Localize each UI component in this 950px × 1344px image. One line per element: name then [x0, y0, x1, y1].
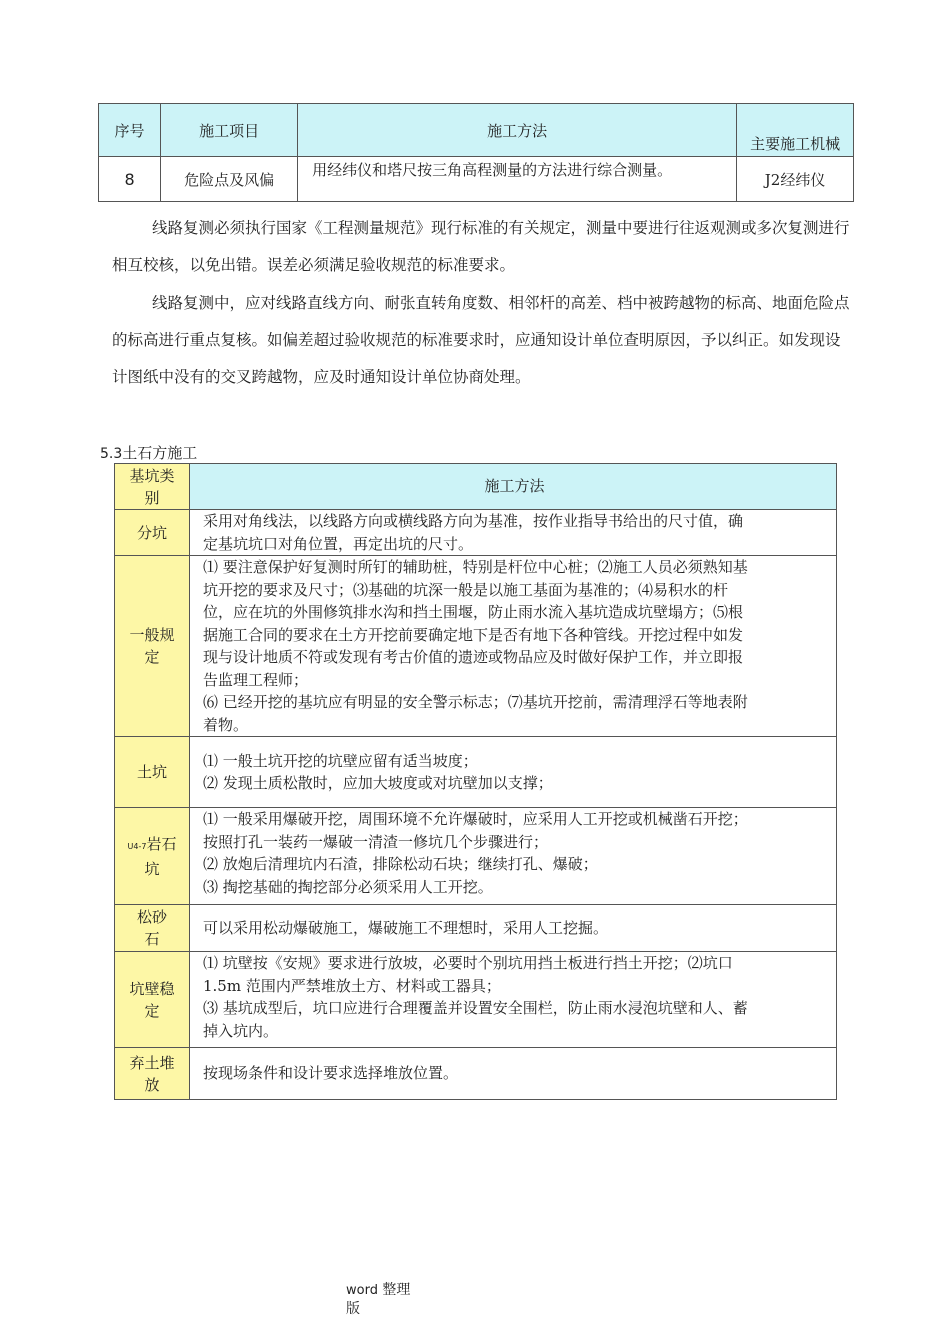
earthwork-table	[114, 463, 837, 1100]
row-method: 可以采用松动爆破施工，爆破施工不理想时，采用人工挖掘。	[190, 905, 837, 952]
table-row	[115, 952, 837, 1048]
table-row	[115, 510, 837, 556]
row-method: ⑴ 一般土坑开挖的坑壁应留有适当坡度； ⑵ 发现土质松散时，应加大坡度或对坑壁加以支撑；	[190, 737, 837, 808]
table-row	[115, 1048, 837, 1100]
row-label: 松砂 石	[115, 905, 190, 952]
row-label: 坑壁稳 定	[115, 952, 190, 1048]
table-row	[115, 808, 837, 905]
survey-table-header	[99, 104, 854, 157]
section-heading	[100, 442, 197, 463]
footer-text: 整理	[382, 1282, 411, 1298]
earthwork-table-header	[115, 464, 837, 510]
row-label: 一般规 定	[115, 556, 190, 737]
row-method: ⑴ 一般采用爆破开挖，周围环境不允许爆破时，应采用人工开挖或机械凿石开挖； 按照打孔一装药一爆破一清渣一修坑几个步骤进行； ⑵ 放炮后清理坑内石渣，排除松动石块；继续打孔、爆破； ⑶ 掏挖基础的掏挖部分必须采用人工开挖。	[190, 808, 837, 905]
row-label: 分坑	[115, 510, 190, 556]
row-method: ⑴ 要注意保护好复测时所钉的辅助桩，特别是杆位中心桩；⑵施工人员必须熟知基 坑开挖的要求及尺寸；⑶基础的坑深一般是以施工基面为基准的；⑷易积水的杆 位，应在坑的外围修筑排水沟和挡土围堰，防止雨水流入基坑造成坑壁塌方；⑸根 据施工合同的要求在土方开挖前要确定地下是否有地下各种管线。开挖过程中如发 现与设计地质不符或发现有考古价值的遗迹或物品应及时做好保护工作，并立即报 告监理工程师； ⑹ 已经开挖的基坑应有明显的安全警示标志；⑺基坑开挖前，需清理浮石等地表附 着物。	[190, 556, 837, 737]
paragraph-survey-check: 线路复测中，应对线路直线方向、耐张直转角度数、相邻杆的高差、档中被跨越物的标高、地面危险点的标高进行重点复核。如偏差超过验收规范的标准要求时，应通知设计单位查明原因，予以纠正。如发现设计图纸中没有的交叉跨越物，应及时通知设计单位协商处理。	[112, 294, 850, 386]
table-row	[115, 737, 837, 808]
row-method: 采用对角线法，以线路方向或横线路方向为基准，按作业指导书给出的尺寸值，确 定基坑坑口对角位置，再定出坑的尺寸。	[190, 510, 837, 556]
header-serial: 序号	[99, 104, 161, 157]
table-row	[115, 905, 837, 952]
header-method: 施工方法	[190, 464, 837, 510]
header-pit-type: 基坑类 别	[115, 464, 190, 510]
row-label: 弃土堆 放	[115, 1048, 190, 1100]
page-footer	[346, 1281, 410, 1319]
row-label: 土坑	[115, 737, 190, 808]
survey-method-table	[98, 103, 854, 202]
row-method: 用经纬仪和塔尺按三角高程测量的方法进行综合测量。	[298, 157, 737, 202]
footer-edition: 版	[346, 1301, 360, 1317]
footer-word: word	[346, 1283, 378, 1298]
paragraph-survey-standard: 线路复测必须执行国家《工程测量规范》现行标准的有关规定，测量中要进行往返观测或多次复测进行相互校核，以免出错。误差必须满足验收规范的标准要求。	[112, 219, 850, 274]
row-item: 危险点及风偏	[161, 157, 298, 202]
row-method: 按现场条件和设计要求选择堆放位置。	[190, 1048, 837, 1100]
table-row	[99, 157, 854, 202]
section-title: 土石方施工	[122, 444, 198, 462]
header-item: 施工项目	[161, 104, 298, 157]
section-number: 5.3	[100, 446, 123, 462]
row-method: ⑴ 坑壁按《安规》要求进行放坡，必要时个别坑用挡土板进行挡土开挖；⑵坑口 1.5m 范围内严禁堆放土方、材料或工器具； ⑶ 基坑成型后，坑口应进行合理覆盖并设置安全围栏，防止雨水浸泡坑壁和人、蓄 掉入坑内。	[190, 952, 837, 1048]
row-serial: 8	[99, 157, 161, 202]
row-machine: J2经纬仪	[737, 157, 854, 202]
header-machine: 主要施工机械	[737, 104, 854, 157]
header-method: 施工方法	[298, 104, 737, 157]
table-row	[115, 556, 837, 737]
row-label: U4-7岩石 坑	[115, 808, 190, 905]
